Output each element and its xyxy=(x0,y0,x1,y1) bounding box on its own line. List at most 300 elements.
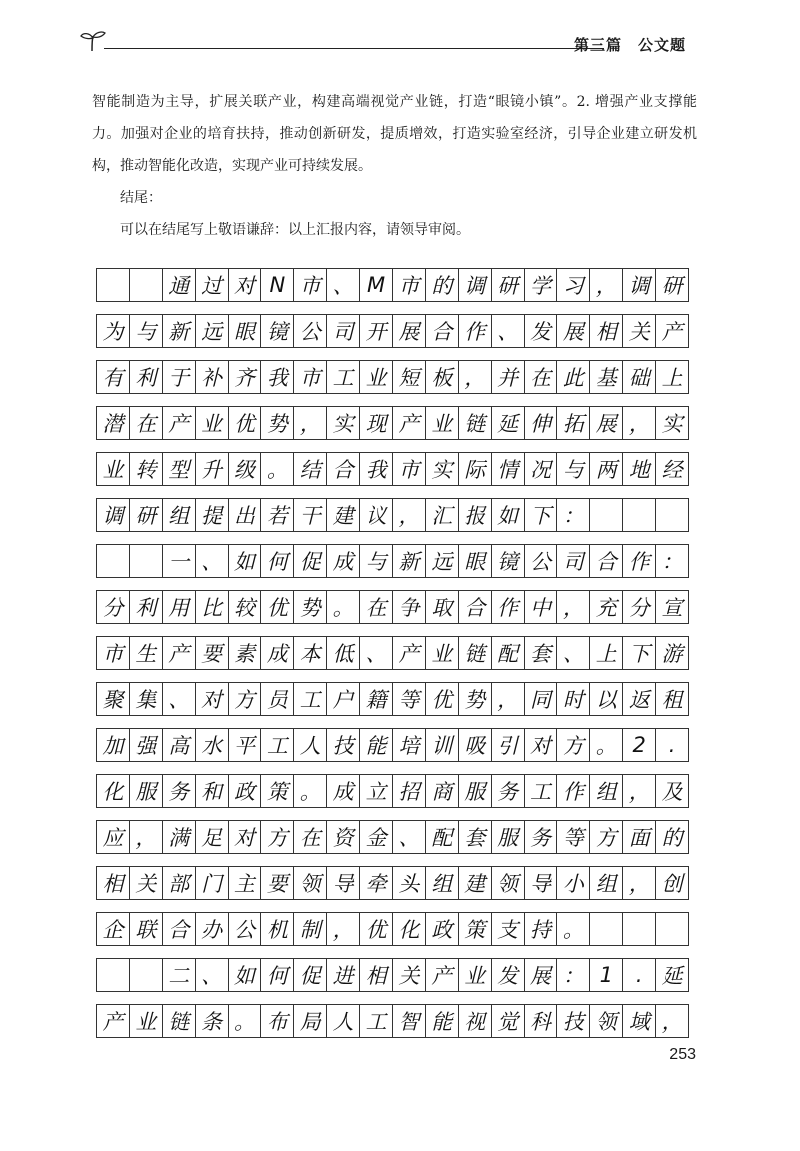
grid-cell xyxy=(97,268,130,302)
grid-cell: 素 xyxy=(229,636,262,670)
grid-cell: 我 xyxy=(261,360,294,394)
grid-cell: 服 xyxy=(459,774,492,808)
grid-cell: 两 xyxy=(590,452,623,486)
grid-cell: 。 xyxy=(557,912,590,946)
grid-cell: 水 xyxy=(196,728,229,762)
grid-cell: 导 xyxy=(525,866,558,900)
grid-cell: 与 xyxy=(557,452,590,486)
grid-cell: 、 xyxy=(163,682,196,716)
grid-cell: ， xyxy=(294,406,327,440)
grid-cell: 相 xyxy=(590,314,623,348)
grid-cell: 链 xyxy=(163,1004,196,1038)
grid-row xyxy=(96,314,690,348)
grid-cell xyxy=(130,268,163,302)
grid-cell: 立 xyxy=(360,774,393,808)
grid-cell: 组 xyxy=(426,866,459,900)
grid-cell: 工 xyxy=(294,682,327,716)
grid-cell: 训 xyxy=(426,728,459,762)
grid-cell xyxy=(130,958,163,992)
grid-cell: 游 xyxy=(656,636,689,670)
grid-cell: 、 xyxy=(360,636,393,670)
grid-cell: 延 xyxy=(492,406,525,440)
grid-cell: 补 xyxy=(196,360,229,394)
grid-cell: 上 xyxy=(656,360,689,394)
grid-cell: 业 xyxy=(459,958,492,992)
grid-cell: 产 xyxy=(426,958,459,992)
grid-cell: 方 xyxy=(590,820,623,854)
grid-cell: 实 xyxy=(327,406,360,440)
running-header xyxy=(80,26,700,62)
grid-cell: 在 xyxy=(130,406,163,440)
paragraph-continuation: 智能制造为主导，扩展关联产业，构建高端视觉产业链，打造“眼镜小镇”。2. 增强产业支撑能力。加强对企业的培育扶持，推动创新研发，提质增效，打造实验室经济，引导企业建立研发机构，推动智能化改造，实现产业可持续发展。 xyxy=(92,94,697,174)
grid-cell: 聚 xyxy=(97,682,130,716)
grid-cell: 服 xyxy=(492,820,525,854)
grid-cell: 伸 xyxy=(525,406,558,440)
grid-cell: 优 xyxy=(360,912,393,946)
grid-cell: 优 xyxy=(261,590,294,624)
grid-cell: 配 xyxy=(492,636,525,670)
grid-cell: 下 xyxy=(623,636,656,670)
grid-cell: 下 xyxy=(525,498,558,532)
grid-cell: 并 xyxy=(492,360,525,394)
grid-cell: 产 xyxy=(656,314,689,348)
grid-cell: 组 xyxy=(590,774,623,808)
grid-cell: 报 xyxy=(459,498,492,532)
grid-cell: 市 xyxy=(294,360,327,394)
grid-cell: 面 xyxy=(623,820,656,854)
grid-cell: 调 xyxy=(459,268,492,302)
grid-cell: 同 xyxy=(525,682,558,716)
grid-cell xyxy=(623,912,656,946)
grid-cell: 作 xyxy=(492,590,525,624)
grid-cell: ， xyxy=(327,912,360,946)
grid-cell: 现 xyxy=(360,406,393,440)
grid-cell: 产 xyxy=(163,406,196,440)
grid-cell: 布 xyxy=(261,1004,294,1038)
grid-cell: 觉 xyxy=(492,1004,525,1038)
grid-cell: 服 xyxy=(130,774,163,808)
grid-cell: 新 xyxy=(163,314,196,348)
grid-cell: 。 xyxy=(229,1004,262,1038)
grid-cell: 强 xyxy=(130,728,163,762)
grid-cell: 何 xyxy=(261,544,294,578)
grid-cell: 争 xyxy=(393,590,426,624)
grid-cell: 市 xyxy=(393,268,426,302)
grid-cell: 业 xyxy=(130,1004,163,1038)
grid-cell: 作 xyxy=(623,544,656,578)
grid-cell: 条 xyxy=(196,1004,229,1038)
grid-cell: 链 xyxy=(459,406,492,440)
grid-cell: 为 xyxy=(97,314,130,348)
grid-cell: 平 xyxy=(229,728,262,762)
grid-cell: 工 xyxy=(261,728,294,762)
grid-cell: 相 xyxy=(360,958,393,992)
grid-cell: 部 xyxy=(163,866,196,900)
grid-cell: ， xyxy=(557,590,590,624)
chapter-title: 第三篇 公文题 xyxy=(573,36,686,54)
grid-cell: 合 xyxy=(327,452,360,486)
grid-cell: 学 xyxy=(525,268,558,302)
grid-cell: 足 xyxy=(196,820,229,854)
grid-cell: 市 xyxy=(294,268,327,302)
grid-cell: 门 xyxy=(196,866,229,900)
page-number: 253 xyxy=(669,1046,696,1063)
grid-cell: 商 xyxy=(426,774,459,808)
grid-cell: 通 xyxy=(163,268,196,302)
grid-cell: 远 xyxy=(196,314,229,348)
grid-cell: 机 xyxy=(261,912,294,946)
grid-cell: 满 xyxy=(163,820,196,854)
grid-cell: 联 xyxy=(130,912,163,946)
grid-cell: 促 xyxy=(294,958,327,992)
grid-cell: 户 xyxy=(327,682,360,716)
grid-cell: 结 xyxy=(294,452,327,486)
grid-cell: 人 xyxy=(294,728,327,762)
grid-cell: 若 xyxy=(261,498,294,532)
grid-cell: 眼 xyxy=(459,544,492,578)
grid-cell: 新 xyxy=(393,544,426,578)
grid-cell: . xyxy=(656,728,689,762)
grid-cell: 际 xyxy=(459,452,492,486)
grid-cell: 制 xyxy=(294,912,327,946)
grid-cell: 础 xyxy=(623,360,656,394)
grid-row xyxy=(96,728,690,762)
grid-cell: 技 xyxy=(557,1004,590,1038)
grid-cell: 应 xyxy=(97,820,130,854)
grid-cell: 实 xyxy=(656,406,689,440)
grid-cell: 务 xyxy=(492,774,525,808)
grid-cell: 策 xyxy=(459,912,492,946)
grid-cell: 加 xyxy=(97,728,130,762)
grid-cell: 促 xyxy=(294,544,327,578)
grid-cell: 务 xyxy=(525,820,558,854)
grid-cell: 司 xyxy=(557,544,590,578)
grid-cell: 主 xyxy=(229,866,262,900)
grid-cell: 籍 xyxy=(360,682,393,716)
grid-cell: 方 xyxy=(229,682,262,716)
grid-cell: 展 xyxy=(590,406,623,440)
grid-cell: 展 xyxy=(393,314,426,348)
answer-grid xyxy=(96,268,690,1050)
grid-cell: 资 xyxy=(327,820,360,854)
grid-row xyxy=(96,590,690,624)
grid-cell: 出 xyxy=(229,498,262,532)
grid-cell: 、 xyxy=(492,314,525,348)
grid-cell: 政 xyxy=(426,912,459,946)
grid-cell: 镜 xyxy=(261,314,294,348)
grid-cell xyxy=(656,912,689,946)
grid-cell: 以 xyxy=(590,682,623,716)
grid-cell: 工 xyxy=(525,774,558,808)
grid-cell: 企 xyxy=(97,912,130,946)
grid-cell xyxy=(97,958,130,992)
ending-label: 结尾： xyxy=(120,190,162,206)
grid-cell: 势 xyxy=(261,406,294,440)
grid-row xyxy=(96,1004,690,1038)
header-rule xyxy=(104,48,604,49)
grid-cell: 二 xyxy=(163,958,196,992)
grid-cell: 优 xyxy=(229,406,262,440)
grid-cell: 分 xyxy=(97,590,130,624)
grid-cell: 对 xyxy=(229,820,262,854)
grid-cell: 如 xyxy=(492,498,525,532)
grid-cell: 能 xyxy=(426,1004,459,1038)
grid-row xyxy=(96,682,690,716)
grid-cell: ， xyxy=(492,682,525,716)
grid-cell: 提 xyxy=(196,498,229,532)
grid-cell: 发 xyxy=(492,958,525,992)
grid-cell: 市 xyxy=(393,452,426,486)
grid-cell: 转 xyxy=(130,452,163,486)
grid-cell: 干 xyxy=(294,498,327,532)
grid-cell: ， xyxy=(623,406,656,440)
grid-cell: 、 xyxy=(557,636,590,670)
grid-cell: 方 xyxy=(557,728,590,762)
grid-cell: 对 xyxy=(525,728,558,762)
grid-cell: 业 xyxy=(426,636,459,670)
grid-cell: 。 xyxy=(294,774,327,808)
grid-cell: 优 xyxy=(426,682,459,716)
grid-cell: 研 xyxy=(130,498,163,532)
grid-row xyxy=(96,866,690,900)
grid-cell: 成 xyxy=(327,544,360,578)
grid-cell: 进 xyxy=(327,958,360,992)
grid-cell: 引 xyxy=(492,728,525,762)
grid-cell: 潜 xyxy=(97,406,130,440)
grid-cell: 发 xyxy=(525,314,558,348)
grid-cell: 成 xyxy=(261,636,294,670)
grid-cell: 充 xyxy=(590,590,623,624)
grid-cell: 域 xyxy=(623,1004,656,1038)
grid-cell: 公 xyxy=(229,912,262,946)
grid-cell: 和 xyxy=(196,774,229,808)
grid-cell: 合 xyxy=(459,590,492,624)
grid-cell: 。 xyxy=(261,452,294,486)
grid-cell: 招 xyxy=(393,774,426,808)
grid-cell: 合 xyxy=(590,544,623,578)
grid-cell: 员 xyxy=(261,682,294,716)
grid-cell: 地 xyxy=(623,452,656,486)
grid-cell: 一 xyxy=(163,544,196,578)
grid-cell: 研 xyxy=(492,268,525,302)
grid-cell: 链 xyxy=(459,636,492,670)
sprout-icon xyxy=(80,30,106,52)
grid-cell: ， xyxy=(623,866,656,900)
grid-cell: N xyxy=(261,268,294,302)
grid-cell: 在 xyxy=(360,590,393,624)
grid-cell: 、 xyxy=(393,820,426,854)
grid-cell: 有 xyxy=(97,360,130,394)
grid-cell: 议 xyxy=(360,498,393,532)
grid-cell: 。 xyxy=(590,728,623,762)
grid-cell: 套 xyxy=(525,636,558,670)
grid-cell: 视 xyxy=(459,1004,492,1038)
grid-cell: 的 xyxy=(426,268,459,302)
grid-cell: 创 xyxy=(656,866,689,900)
grid-cell: 产 xyxy=(393,406,426,440)
grid-row xyxy=(96,636,690,670)
grid-cell: 2 xyxy=(623,728,656,762)
grid-cell: ， xyxy=(130,820,163,854)
grid-cell: 办 xyxy=(196,912,229,946)
grid-cell: 化 xyxy=(97,774,130,808)
ending-text: 可以在结尾写上敬语谦辞：以上汇报内容，请领导审阅。 xyxy=(120,222,470,238)
grid-cell: 势 xyxy=(459,682,492,716)
grid-cell: 取 xyxy=(426,590,459,624)
grid-cell: 研 xyxy=(656,268,689,302)
grid-cell: 吸 xyxy=(459,728,492,762)
grid-cell: 用 xyxy=(163,590,196,624)
grid-cell: 眼 xyxy=(229,314,262,348)
grid-cell: 务 xyxy=(163,774,196,808)
grid-cell: 技 xyxy=(327,728,360,762)
grid-cell: 展 xyxy=(557,314,590,348)
grid-cell: 时 xyxy=(557,682,590,716)
grid-cell: 延 xyxy=(656,958,689,992)
grid-cell: 中 xyxy=(525,590,558,624)
grid-cell xyxy=(656,498,689,532)
grid-cell: 建 xyxy=(459,866,492,900)
grid-cell: 工 xyxy=(327,360,360,394)
grid-cell: 培 xyxy=(393,728,426,762)
grid-cell: 高 xyxy=(163,728,196,762)
grid-cell xyxy=(623,498,656,532)
grid-cell: 的 xyxy=(656,820,689,854)
grid-cell: 要 xyxy=(261,866,294,900)
grid-cell: 板 xyxy=(426,360,459,394)
grid-cell: 较 xyxy=(229,590,262,624)
grid-cell: ： xyxy=(557,958,590,992)
grid-cell: 套 xyxy=(459,820,492,854)
grid-cell: 级 xyxy=(229,452,262,486)
grid-cell: 产 xyxy=(97,1004,130,1038)
grid-cell: 返 xyxy=(623,682,656,716)
grid-cell: 政 xyxy=(229,774,262,808)
grid-row xyxy=(96,820,690,854)
grid-cell: 、 xyxy=(327,268,360,302)
grid-cell: 远 xyxy=(426,544,459,578)
grid-cell: ， xyxy=(656,1004,689,1038)
grid-cell: 策 xyxy=(261,774,294,808)
grid-cell: 基 xyxy=(590,360,623,394)
grid-cell: 领 xyxy=(294,866,327,900)
grid-cell: 对 xyxy=(196,682,229,716)
body-text xyxy=(92,86,697,246)
grid-row xyxy=(96,268,690,302)
grid-cell: 型 xyxy=(163,452,196,486)
grid-cell: 生 xyxy=(130,636,163,670)
grid-cell: 业 xyxy=(196,406,229,440)
grid-cell: 公 xyxy=(525,544,558,578)
grid-cell: 宣 xyxy=(656,590,689,624)
grid-cell xyxy=(97,544,130,578)
grid-cell: 此 xyxy=(557,360,590,394)
grid-cell: 开 xyxy=(360,314,393,348)
grid-cell: 短 xyxy=(393,360,426,394)
grid-cell: 如 xyxy=(229,958,262,992)
grid-cell: 1 xyxy=(590,958,623,992)
grid-cell: ， xyxy=(459,360,492,394)
grid-cell: 调 xyxy=(97,498,130,532)
grid-cell: 齐 xyxy=(229,360,262,394)
grid-cell xyxy=(130,544,163,578)
grid-cell: 我 xyxy=(360,452,393,486)
grid-cell: 导 xyxy=(327,866,360,900)
grid-cell: 持 xyxy=(525,912,558,946)
grid-cell: 工 xyxy=(360,1004,393,1038)
grid-cell: 人 xyxy=(327,1004,360,1038)
grid-cell: 租 xyxy=(656,682,689,716)
grid-cell: 、 xyxy=(196,544,229,578)
grid-cell: 在 xyxy=(294,820,327,854)
grid-cell: 局 xyxy=(294,1004,327,1038)
grid-cell: 关 xyxy=(393,958,426,992)
grid-cell: ， xyxy=(393,498,426,532)
grid-cell: 建 xyxy=(327,498,360,532)
grid-cell: 对 xyxy=(229,268,262,302)
grid-cell: 本 xyxy=(294,636,327,670)
grid-cell: 况 xyxy=(525,452,558,486)
grid-cell: 金 xyxy=(360,820,393,854)
grid-cell: 势 xyxy=(294,590,327,624)
grid-row xyxy=(96,360,690,394)
grid-cell: 等 xyxy=(393,682,426,716)
grid-cell: 小 xyxy=(557,866,590,900)
grid-cell: 汇 xyxy=(426,498,459,532)
grid-cell: 关 xyxy=(130,866,163,900)
grid-cell: 合 xyxy=(426,314,459,348)
grid-cell: 产 xyxy=(163,636,196,670)
grid-cell: 化 xyxy=(393,912,426,946)
grid-cell: 何 xyxy=(261,958,294,992)
grid-cell: ： xyxy=(557,498,590,532)
grid-cell: 及 xyxy=(656,774,689,808)
grid-cell: 领 xyxy=(492,866,525,900)
grid-cell: 公 xyxy=(294,314,327,348)
grid-cell: 领 xyxy=(590,1004,623,1038)
grid-cell: 、 xyxy=(196,958,229,992)
grid-cell: 利 xyxy=(130,590,163,624)
grid-cell: 关 xyxy=(623,314,656,348)
grid-cell: 牵 xyxy=(360,866,393,900)
grid-cell: 分 xyxy=(623,590,656,624)
grid-cell: 合 xyxy=(163,912,196,946)
grid-row xyxy=(96,452,690,486)
grid-cell: 作 xyxy=(459,314,492,348)
grid-cell: 支 xyxy=(492,912,525,946)
grid-cell: 经 xyxy=(656,452,689,486)
grid-row xyxy=(96,544,690,578)
grid-row xyxy=(96,774,690,808)
grid-row xyxy=(96,958,690,992)
grid-cell: 镜 xyxy=(492,544,525,578)
grid-cell: 配 xyxy=(426,820,459,854)
grid-cell: 低 xyxy=(327,636,360,670)
grid-cell: 市 xyxy=(97,636,130,670)
grid-row xyxy=(96,498,690,532)
grid-cell: . xyxy=(623,958,656,992)
grid-cell: 集 xyxy=(130,682,163,716)
grid-cell: 科 xyxy=(525,1004,558,1038)
grid-cell: 司 xyxy=(327,314,360,348)
grid-cell: 于 xyxy=(163,360,196,394)
grid-cell: 利 xyxy=(130,360,163,394)
grid-cell: 上 xyxy=(590,636,623,670)
grid-cell: 方 xyxy=(261,820,294,854)
grid-cell: 。 xyxy=(327,590,360,624)
grid-cell: ， xyxy=(623,774,656,808)
grid-cell: 等 xyxy=(557,820,590,854)
